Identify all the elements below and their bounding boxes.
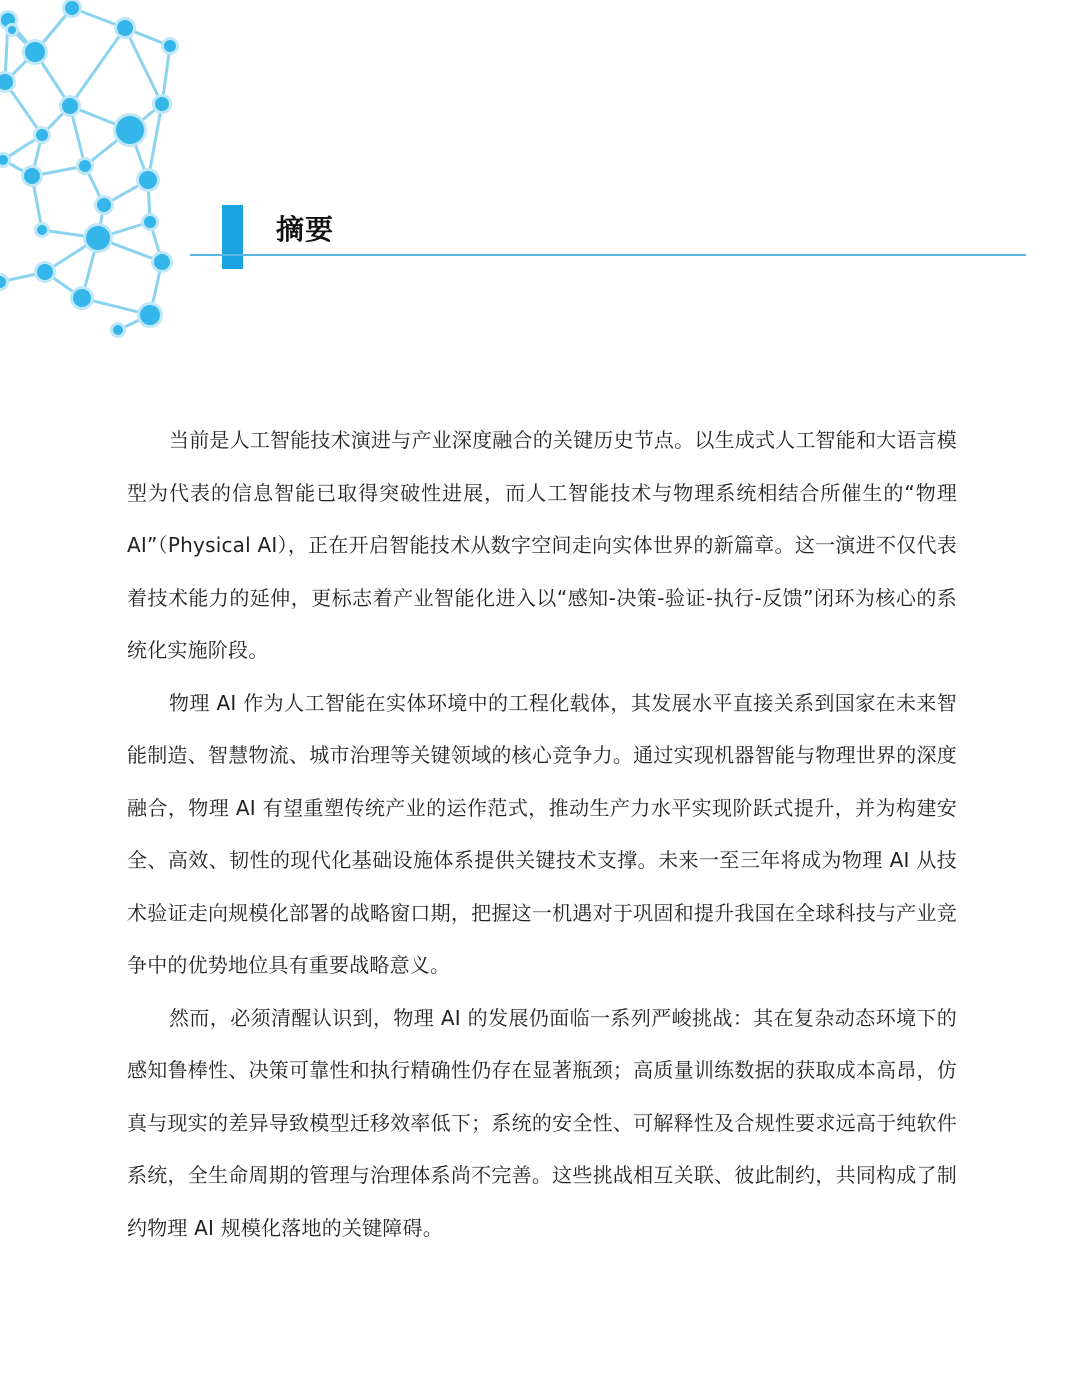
network-node	[36, 129, 48, 141]
heading-divider	[190, 254, 1026, 256]
network-node	[8, 26, 16, 34]
heading-accent-bar	[222, 205, 243, 269]
network-node	[140, 305, 160, 325]
network-node	[24, 168, 40, 184]
paragraph-1: 当前是人工智能技术演进与产业深度融合的关键历史节点。以生成式人工智能和大语言模型为代表的信息智能已取得突破性进展，而人工智能技术与物理系统相结合所催生的“物理 AI”（Physical AI），正在开启智能技术从数字空间走向实体世界的新篇章。这一演进不仅代表着技术能力的延伸，更标志着产业智能化进入以“感知-决策-验证-执行-反馈”闭环为核心的系统化实施阶段。	[127, 428, 957, 662]
network-node	[144, 216, 156, 228]
network-node	[139, 171, 157, 189]
network-node	[154, 254, 170, 270]
network-node	[117, 20, 133, 36]
network-node	[37, 225, 47, 235]
network-node	[116, 116, 144, 144]
network-node	[86, 226, 110, 250]
abstract-body	[127, 414, 957, 1254]
network-node	[155, 97, 169, 111]
network-node	[37, 264, 53, 280]
network-node	[164, 40, 176, 52]
network-edge	[70, 28, 125, 106]
network-node	[73, 289, 91, 307]
network-graph-icon	[0, 0, 200, 340]
network-node	[113, 325, 123, 335]
network-node	[97, 198, 111, 212]
network-node	[25, 42, 45, 62]
network-node	[79, 160, 91, 172]
section-title: 摘要	[276, 213, 335, 246]
paragraph-3: 然而，必须清醒认识到，物理 AI 的发展仍面临一系列严峻挑战：其在复杂动态环境下的感知鲁棒性、决策可靠性和执行精确性仍存在显著瓶颈；高质量训练数据的获取成本高昂，仿真与现实的差异导致模型迁移效率低下；系统的安全性、可解释性及合规性要求远高于纯软件系统，全生命周期的管理与治理体系尚不完善。这些挑战相互关联、彼此制约，共同构成了制约物理 AI 规模化落地的关键障碍。	[127, 1005, 957, 1240]
network-node	[65, 1, 79, 15]
paragraph-2: 物理 AI 作为人工智能在实体环境中的工程化载体，其发展水平直接关系到国家在未来智能制造、智慧物流、城市治理等关键领域的核心竞争力。通过实现机器智能与物理世界的深度融合，物理 AI 有望重塑传统产业的运作范式，推动生产力水平实现阶跃式提升，并为构建安全、高效、韧性的现代化基础设施体系提供关键技术支撑。未来一至三年将成为物理 AI 从技术验证走向规模化部署的战略窗口期，把握这一机遇对于巩固和提升我国在全球科技与产业竞争中的优势地位具有重要战略意义。	[127, 690, 957, 977]
network-node	[62, 98, 78, 114]
